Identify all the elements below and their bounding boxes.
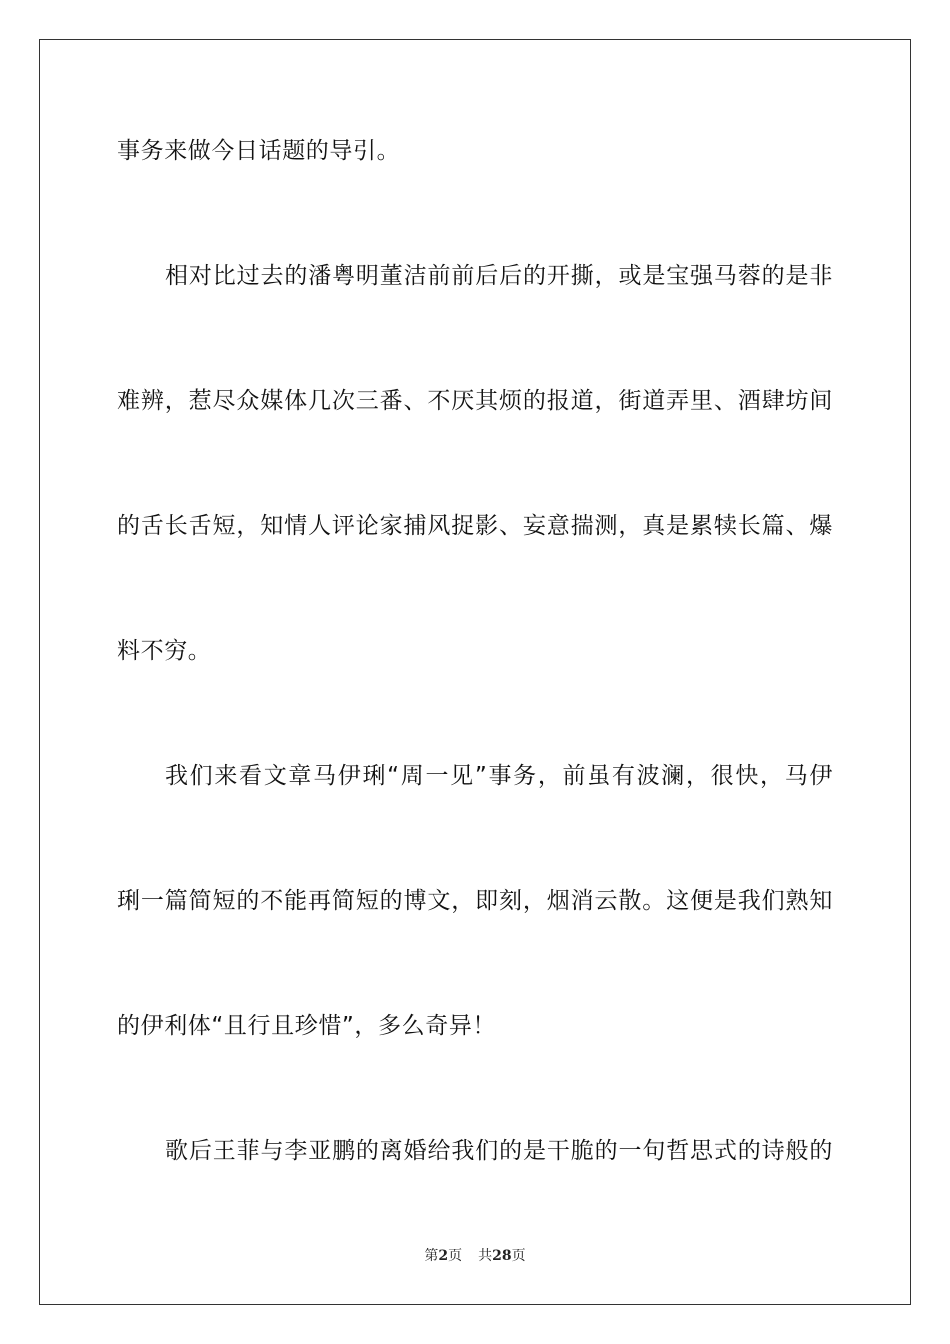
page-border (39, 39, 911, 1305)
page-number-prefix: 第 (424, 1248, 439, 1264)
text-line: 的舌长舌短，知情人评论家捕风捉影、妄意揣测，真是累犊长篇、爆 (117, 513, 833, 539)
text-line: 歌后王菲与李亚鹏的离婚给我们的是干脆的一句哲思式的诗般的 (165, 1138, 833, 1164)
page-footer (0, 1246, 950, 1266)
page-total-suffix: 页 (511, 1248, 526, 1264)
page-number-current: 2 (438, 1248, 449, 1264)
page-total-prefix: 共 (478, 1248, 493, 1264)
text-line: 事务来做今日话题的导引。 (117, 138, 401, 164)
page-number-suffix: 页 (448, 1248, 463, 1264)
page-total-count: 28 (492, 1248, 512, 1264)
text-line: 料不穷。 (117, 638, 212, 664)
text-line: 相对比过去的潘粤明董洁前前后后的开撕，或是宝强马蓉的是非 (165, 263, 833, 289)
text-line: 的伊利体“且行且珍惜”，多么奇异！ (117, 1013, 497, 1039)
text-line: 我们来看文章马伊琍“周一见”事务，前虽有波澜，很快，马伊 (165, 763, 833, 789)
text-line: 难辨，惹尽众媒体几次三番、不厌其烦的报道，街道弄里、酒肆坊间 (117, 388, 833, 414)
text-line: 琍一篇简短的不能再简短的博文，即刻，烟消云散。这便是我们熟知 (117, 888, 833, 914)
